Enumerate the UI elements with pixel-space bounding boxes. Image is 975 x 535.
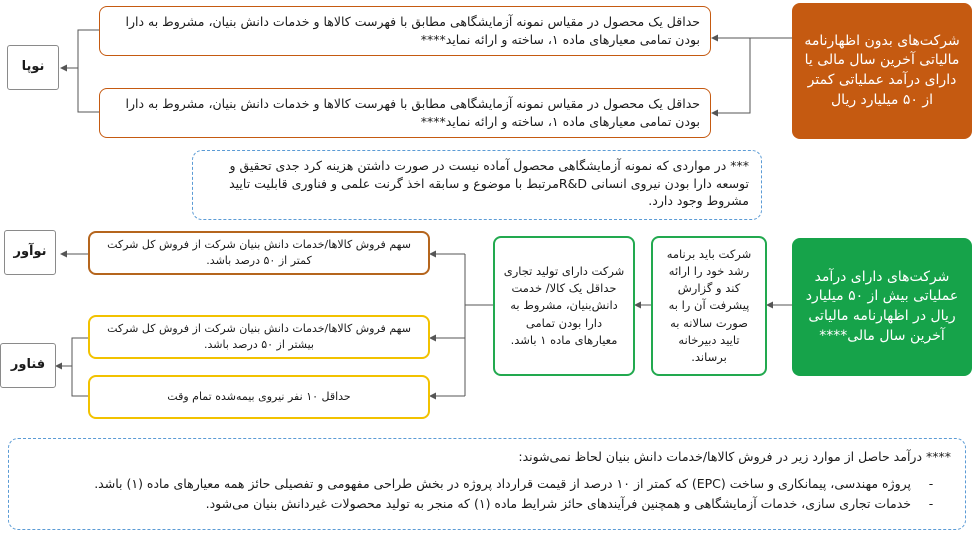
excluded-item-2	[23, 494, 951, 513]
excluded-revenue-heading: **** درآمد حاصل از موارد زیر در فروش کالاها/خدمات دانش بنیان لحاظ نمی‌شوند:	[518, 449, 951, 464]
lab-sample-note-text: *** در مواردی که نمونه آزمایشگاهی محصول آماده نیست در صورت داشتن هزینه کرد جدی تحقیق و توسعه دارا بودن نیروی انسانی R&Dمرتبط با موضوع و سابقه اخذ گرنت علمی و فناوری قابلیت تایید مشروط وجود دارد.	[229, 158, 749, 208]
noavar-criterion-text: سهم فروش کالاها/خدمات دانش بنیان شرکت از فروش کل شرکت کمتر از ۵۰ درصد باشد.	[107, 238, 411, 267]
fanavar-criterion-sales	[88, 315, 430, 359]
nopa-criterion-1-text: حداقل یک محصول در مقیاس نمونه آزمایشگاهی مطابق با فهرست کالاها و خدمات دانش بنیان، مشروط به دارا بودن تمامی معیارهای ماده ۱، ساخته و ارائه نماید****	[125, 13, 700, 47]
noavar-label: نوآور	[4, 230, 56, 275]
bullet-dash: -	[928, 476, 934, 492]
nopa-category-text: شرکت‌های بدون اظهارنامه مالیاتی آخرین سال مالی یا دارای درآمد عملیاتی کمتر از ۵۰ میلیارد ریال	[804, 32, 960, 108]
nopa-label: نوپا	[7, 45, 59, 90]
nopa-criterion-2-text: حداقل یک محصول در مقیاس نمونه آزمایشگاهی مطابق با فهرست کالاها و خدمات دانش بنیان، مشروط به دارا بودن تمامی معیارهای ماده ۱، ساخته و ارائه نماید****	[125, 95, 700, 129]
growth-plan-text: شرکت باید برنامه رشد خود را ارائه کند و گزارش پیشرفت آن را به صورت سالانه به تایید دبیرخانه برساند.	[666, 246, 752, 365]
production-condition-text: شرکت دارای تولید تجاری حداقل یک کالا/ خدمت دانش‌بنیان، مشروط به دارا بودن تمامی معیارهای ماده ۱ باشد.	[503, 263, 625, 347]
lab-sample-note	[192, 150, 762, 220]
fanavar-criterion-staff	[88, 375, 430, 419]
fanavar-criterion-sales-text: سهم فروش کالاها/خدمات دانش بنیان شرکت از فروش کل شرکت بیشتر از ۵۰ درصد باشد.	[107, 322, 411, 351]
excluded-item-2-text: خدمات تجاری سازی، خدمات آزمایشگاهی و همچنین فرآیندهای حائز شرایط ماده (۱) که منجر به تولید محصولات غیردانش بنیان می‌شود.	[205, 495, 911, 511]
nopa-category-box	[792, 3, 972, 139]
bullet-dash: -	[928, 495, 934, 511]
nopa-criterion-2	[99, 88, 711, 138]
production-condition-box	[493, 236, 635, 376]
fanavar-criterion-staff-text: حداقل ۱۰ نفر نیروی بیمه‌شده تمام وقت	[167, 390, 351, 404]
fanavar-label: فناور	[0, 343, 56, 388]
large-company-category-text: شرکت‌های دارای درآمد عملیاتی بیش از ۵۰ میلیارد ریال در اظهارنامه مالیاتی آخرین سال مالی****	[805, 268, 959, 344]
nopa-criterion-1	[99, 6, 711, 56]
excluded-item-1-text: پروژه مهندسی، پیمانکاری و ساخت (EPC) که کمتر از ۱۰ درصد از قیمت قرارداد پروژه در بخش طراحی مفهومی و تفصیلی حائز همه معیارهای ماده (۱) باشد.	[94, 476, 911, 492]
large-company-category-box	[792, 238, 972, 376]
excluded-item-1	[23, 474, 951, 493]
excluded-revenue-note	[8, 438, 966, 530]
growth-plan-box	[651, 236, 767, 376]
noavar-criterion	[88, 231, 430, 275]
